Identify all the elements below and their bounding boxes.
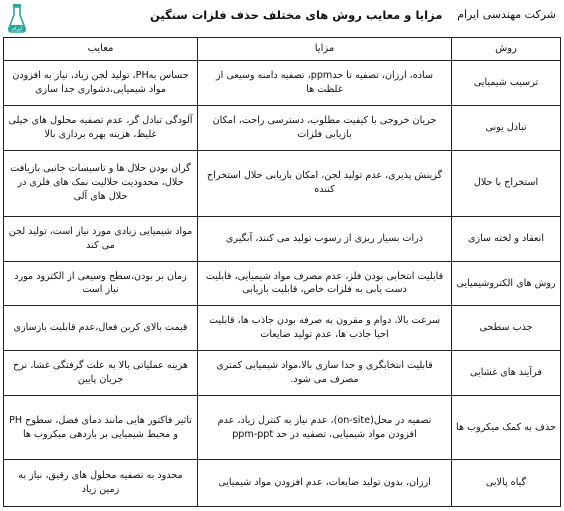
cell-method: جذب سطحی [452, 306, 561, 351]
cell-disadvantages: مواد شیمیایی زیادی مورد نیاز است، تولید لجن می کند [4, 216, 198, 261]
company-name: شرکت مهندسی ایرام [457, 8, 556, 21]
cell-method: گیاه پالایی [452, 460, 561, 507]
header-method: روش [452, 38, 561, 61]
cell-disadvantages: زمان بر بودن،سطح وسیعی از الکترود مورد نیاز است [4, 261, 198, 306]
cell-advantages: سرعت بالا، دوام و مقرون به صرفه بودن جاذب ها، قابلیت احیا جاذب ها، عدم تولید ضایعات [198, 306, 452, 351]
cell-method: فرآیند های غشایی [452, 351, 561, 396]
cell-disadvantages: تاثیر فاکتور هایی مانند دمای فصل، سطوح PH و محیط شیمیایی بر بازدهی میکروب ها [4, 396, 198, 460]
cell-advantages: جریان خروجی با کیفیت مطلوب، دسترسی راحت، امکان بازیابی فلزات [198, 105, 452, 150]
cell-disadvantages: هزینه عملیاتی بالا به علت گرفتگی غشا، نرخ جریان پایین [4, 351, 198, 396]
table-row [4, 396, 561, 460]
cell-method: روش های الکتروشیمیایی [452, 261, 561, 306]
table-row [4, 460, 561, 507]
table-row [4, 105, 561, 150]
cell-advantages: قابلیت انتخابی بودن فلز، عدم مصرف مواد شیمیایی، قابلیت دست یابی به فلزات خاص، قابلیت بازیابی [198, 261, 452, 306]
cell-method: ترسیب شیمیایی [452, 61, 561, 106]
cell-advantages: قابلیت انتخابگری و جدا سازی بالا،مواد شیمیایی کمتری مصرف می شود. [198, 351, 452, 396]
cell-advantages: تصفیه در محل(on-site)، عدم نیاز به کنترل زیاد، عدم افزودن مواد شیمیایی، تصفیه در حد ppm-ppt [198, 396, 452, 460]
cell-disadvantages: قیمت بالای کربن فعال،عدم قابلیت بازسازی [4, 306, 198, 351]
table-row [4, 261, 561, 306]
header [0, 0, 564, 38]
cell-advantages: گزینش پذیری، عدم تولید لجن، امکان بازیابی حلال استخراج کننده [198, 150, 452, 216]
svg-text:ایرام: ایرام [11, 26, 23, 32]
header-advantages: مزایا [198, 38, 452, 61]
header-disadvantages: معایب [4, 38, 198, 61]
cell-method: انعقاد و لخته سازی [452, 216, 561, 261]
cell-advantages: ذرات بسیار ریزی از رسوب تولید می کنند، آبگیری [198, 216, 452, 261]
cell-method: استخراج با حلال [452, 150, 561, 216]
cell-disadvantages: گران بودن حلال ها و تاسیسات جانبی بازیافت حلال، محدودیت حلالیت نمک های فلزی در حلال های آلی [4, 150, 198, 216]
table-header-row [4, 38, 561, 61]
table-row [4, 351, 561, 396]
cell-disadvantages: آلودگی تبادل گر، عدم تصفیه محلول های خیلی غلیظ، هزینه بهره برداری بالا [4, 105, 198, 150]
table-row [4, 61, 561, 106]
table-row [4, 306, 561, 351]
cell-method: تبادل یونی [452, 105, 561, 150]
cell-method: حذف به کمک میکروب ها [452, 396, 561, 460]
table-row [4, 216, 561, 261]
table-row [4, 150, 561, 216]
cell-disadvantages: محدود به تصفیه محلول های رقیق، نیاز به زمین زیاد [4, 460, 198, 507]
cell-disadvantages: حساس بهPH، تولید لجن زیاد، نیاز به افزودن مواد شیمیایی،دشواری جدا سازی [4, 61, 198, 106]
methods-table [3, 37, 561, 507]
cell-advantages: ارزان، بدون تولید ضایعات، عدم افزودن مواد شیمیایی [198, 460, 452, 507]
company-logo [6, 4, 28, 34]
page-title: مزایا و معایب روش های مختلف حذف فلزات سنگین [150, 8, 443, 22]
cell-advantages: ساده، ارزان، تصفیه تا حدppm، تصفیه دامنه وسیعی از غلظت ها [198, 61, 452, 106]
